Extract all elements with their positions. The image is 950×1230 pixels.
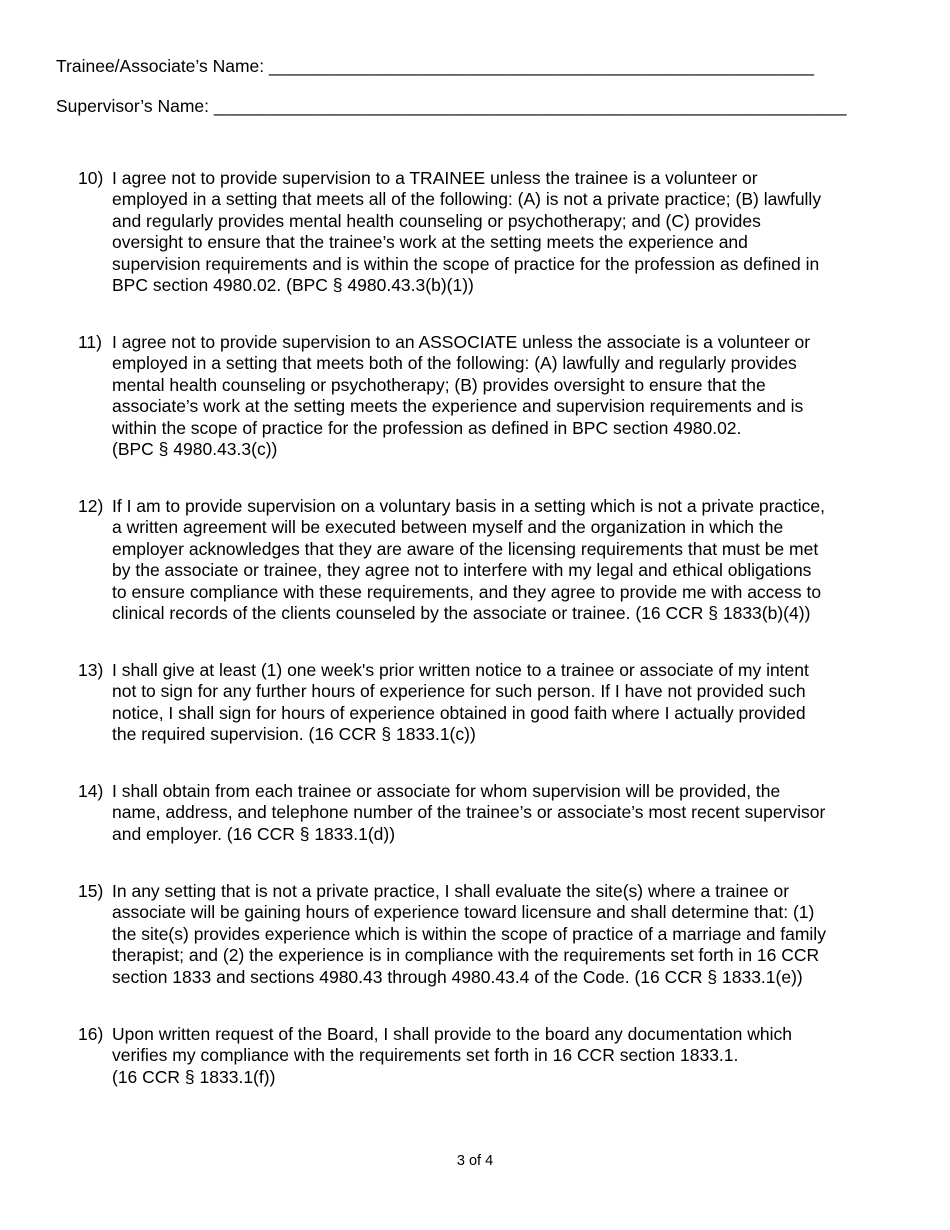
page-number: 3 of 4 (456, 1153, 494, 1169)
item-text-line: mental health counseling or psychotherapy; (B) provides oversight to ensure that the (112, 374, 766, 395)
item-text-line: section 1833 and sections 4980.43 through 4980.43.4 of the Code. (16 CCR § 1833.1(e)) (112, 966, 803, 987)
item-text-line: (16 CCR § 1833.1(f)) (112, 1066, 276, 1087)
item-text-line: the site(s) provides experience which is within the scope of practice of a marriage and family (112, 923, 826, 944)
item-text-line: If I am to provide supervision on a voluntary basis in a setting which is not a private practice, (112, 496, 825, 516)
trainee-associate-name-field: Trainee/Associate’s Name: ________________________________________________________ (56, 56, 815, 76)
item-number: 16) (78, 1024, 104, 1044)
item-text-line: within the scope of practice for the profession as defined in BPC section 4980.02. (112, 417, 742, 438)
item-text-line: not to sign for any further hours of experience for such person. If I have not provided such (112, 681, 806, 702)
item-text-line: I shall obtain from each trainee or associate for whom supervision will be provided, the (112, 781, 781, 801)
item-number: 12) (78, 496, 104, 516)
supervisor-name-field: Supervisor’s Name: _________________________________________________________________ (56, 96, 847, 116)
item-number: 15) (78, 881, 104, 901)
item-text-line: clinical records of the clients counseled by the associate or trainee. (16 CCR § 1833(b)(4)) (112, 603, 811, 624)
item-text-line: I agree not to provide supervision to a TRAINEE unless the trainee is a volunteer or (112, 168, 758, 188)
item-text-line: employed in a setting that meets both of the following: (A) lawfully and regularly provides (112, 353, 797, 374)
item-text-line: associate’s work at the setting meets the experience and supervision requirements and is (112, 396, 804, 417)
item-text-line: BPC section 4980.02. (BPC § 4980.43.3(b)(1)) (112, 275, 474, 296)
item-number: 11) (78, 332, 102, 352)
item-number: 13) (78, 660, 104, 680)
item-text-line: name, address, and telephone number of the trainee’s or associate’s most recent supervisor (112, 802, 826, 823)
item-text (112, 1024, 864, 1088)
item-number: 14) (78, 781, 104, 801)
item-text-line: supervision requirements and is within the scope of practice for the profession as defined in (112, 253, 820, 274)
item-text-line: associate will be gaining hours of experience toward licensure and shall determine that: (1) (112, 902, 815, 923)
item-text-line: oversight to ensure that the trainee’s work at the setting meets the experience and (112, 232, 748, 253)
item-number: 10) (78, 168, 104, 188)
item-text-line: a written agreement will be executed between myself and the organization in which the (112, 517, 784, 538)
item-text (112, 660, 864, 746)
item-text-line: to ensure compliance with these requirements, and they agree to provide me with access to (112, 581, 822, 602)
item-text-line: the required supervision. (16 CCR § 1833.1(c)) (112, 724, 476, 745)
item-text-line: by the associate or trainee, they agree not to interfere with my legal and ethical obligations (112, 560, 812, 581)
item-text-line: I shall give at least (1) one week's prior written notice to a trainee or associate of my intent (112, 660, 809, 680)
item-text-line: therapist; and (2) the experience is in compliance with the requirements set forth in 16 CCR (112, 945, 820, 966)
item-text (112, 496, 864, 624)
item-text-line: (BPC § 4980.43.3(c)) (112, 439, 278, 460)
item-text-line: employer acknowledges that they are aware of the licensing requirements that must be met (112, 538, 819, 559)
item-text-line: In any setting that is not a private practice, I shall evaluate the site(s) where a trainee or (112, 881, 790, 901)
item-text-line: I agree not to provide supervision to an ASSOCIATE unless the associate is a volunteer or (112, 332, 811, 352)
item-text-line: and regularly provides mental health counseling or psychotherapy; and (C) provides (112, 210, 761, 231)
item-text-line: verifies my compliance with the requirements set forth in 16 CCR section 1833.1. (112, 1045, 739, 1066)
item-text-line: notice, I shall sign for hours of experience obtained in good faith where I actually provided (112, 702, 806, 723)
item-text-line: employed in a setting that meets all of the following: (A) is not a private practice; (B) lawfully (112, 189, 822, 210)
item-text (112, 168, 864, 296)
item-text-line: Upon written request of the Board, I shall provide to the board any documentation which (112, 1024, 792, 1044)
item-text (112, 881, 864, 988)
item-text (112, 332, 864, 460)
item-text-line: and employer. (16 CCR § 1833.1(d)) (112, 823, 396, 844)
item-text (112, 781, 864, 845)
